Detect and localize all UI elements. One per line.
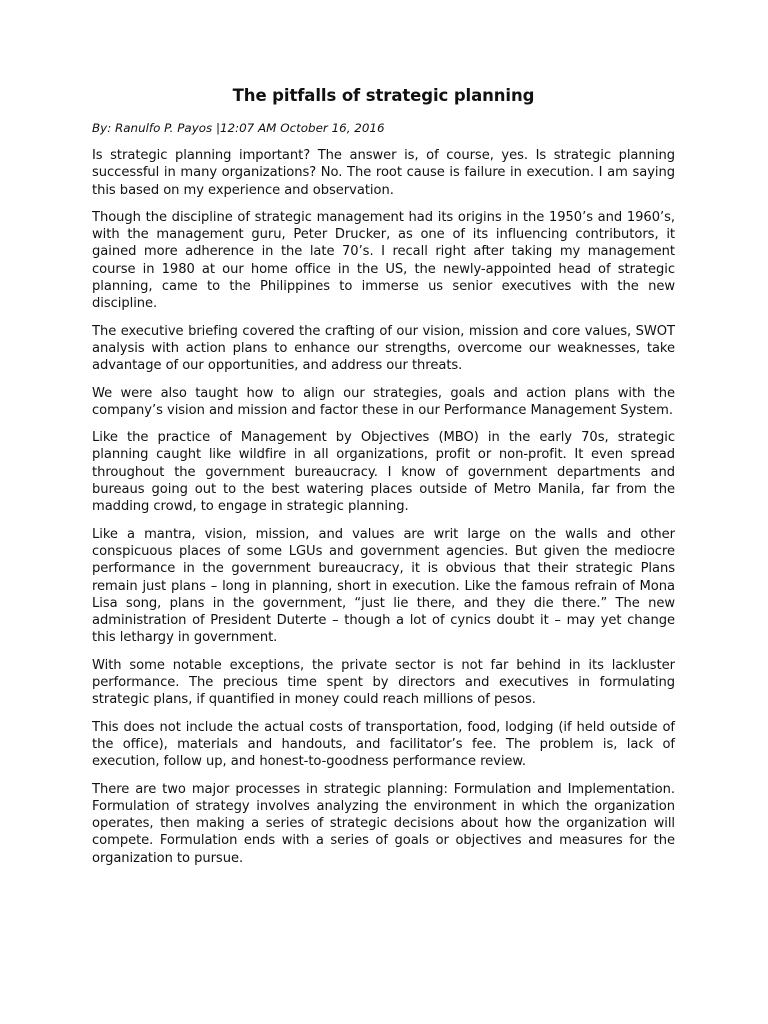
document-title: The pitfalls of strategic planning xyxy=(232,86,535,105)
paragraph-8: This does not include the actual costs of transportation, food, lodging (if held outside of the office), materials and handouts, and facilitator’s fee. The problem is, lack of execution, follow up, and honest-to-goodness performance review. xyxy=(92,719,675,770)
paragraph-4: We were also taught how to align our strategies, goals and action plans with the company’s vision and mission and factor these in our Performance Management System. xyxy=(92,385,675,418)
paragraph-7: With some notable exceptions, the private sector is not far behind in its lackluster performance. The precious time spent by directors and executives in formulating strategic plans, if quantified in money could reach millions of pesos. xyxy=(92,657,675,708)
paragraph-5: Like the practice of Management by Objectives (MBO) in the early 70s, strategic planning caught like wildfire in all organizations, profit or non-profit. It even spread throughout the government bureaucracy. I know of government departments and bureaus going out to the best watering places outside of Metro Manila, far from the madding crowd, to engage in strategic planning. xyxy=(92,430,675,515)
paragraph-1: Is strategic planning important? The answer is, of course, yes. Is strategic planning successful in many organizations? No. The root cause is failure in execution. I am saying this based on my experience and observation. xyxy=(92,148,675,198)
byline: By: Ranulfo P. Payos |12:07 AM October 16, 2016 xyxy=(92,121,385,135)
paragraph-9: There are two major processes in strategic planning: Formulation and Implementation. Formulation of strategy involves analyzing the environment in which the organization operates, then making a series of strategic decisions about how the organization will compete. Formulation ends with a series of goals or objectives and measures for the organization to pursue. xyxy=(92,781,675,866)
paragraph-2: Though the discipline of strategic management had its origins in the 1950’s and 1960’s, with the management guru, Peter Drucker, as one of its influencing contributors, it gained more adherence in the late 70’s. I recall right after taking my management course in 1980 at our home office in the US, the newly-appointed head of strategic planning, came to the Philippines to immerse us senior executives with the new discipline. xyxy=(92,209,675,312)
paragraph-3: The executive briefing covered the crafting of our vision, mission and core values, SWOT analysis with action plans to enhance our strengths, overcome our weaknesses, take advantage of our opportunities, and address our threats. xyxy=(92,323,675,374)
document-page xyxy=(92,86,675,877)
paragraph-6: Like a mantra, vision, mission, and values are writ large on the walls and other conspicuous places of some LGUs and government agencies. But given the mediocre performance in the government bureaucracy, it is obvious that their strategic Plans remain just plans – long in planning, short in execution. Like the famous refrain of Mona Lisa song, plans in the government, “just lie there, and they die there.” The new administration of President Duterte – though a lot of cynics doubt it – may yet change this lethargy in government. xyxy=(92,526,675,646)
